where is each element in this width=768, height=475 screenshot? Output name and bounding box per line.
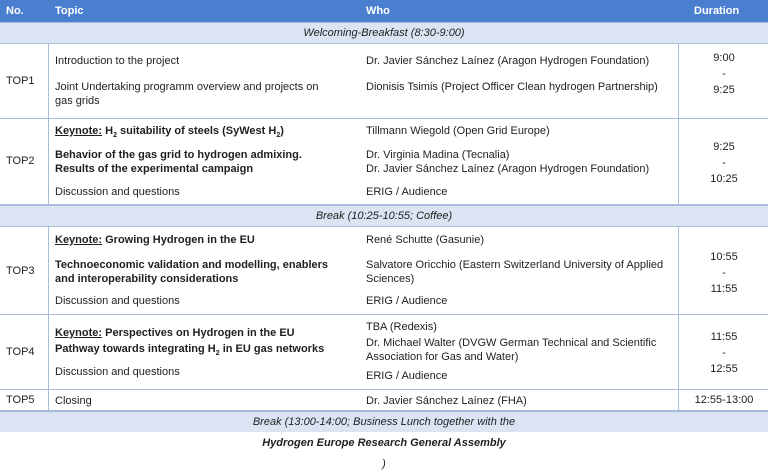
top4-keyword: Keynote: bbox=[55, 327, 103, 339]
top5-who: Dr. Javier Sánchez Laínez (FHA) bbox=[366, 395, 527, 407]
top2-dur-sep: - bbox=[722, 157, 726, 169]
top4-label: TOP4 bbox=[6, 346, 35, 358]
top3-keyword: Keynote: bbox=[55, 234, 103, 246]
top2-keynote-who: Tillmann Wiegold (Open Grid Europe) bbox=[366, 125, 550, 137]
breakfast-text: Welcoming-Breakfast (8:30-9:00) bbox=[303, 27, 465, 39]
break1-text: Break (10:25-10:55; Coffee) bbox=[315, 210, 453, 222]
break2-text bbox=[0, 412, 768, 475]
breakfast-row bbox=[0, 22, 768, 44]
top4-dur-start: 11:55 bbox=[710, 331, 738, 343]
top1-topic-1: Introduction to the project bbox=[55, 55, 180, 67]
break1-row bbox=[0, 205, 768, 227]
top3-dur-sep: - bbox=[722, 267, 726, 279]
top4-pathway bbox=[55, 342, 324, 361]
top3-techno-who-1: Salvatore Oricchio (Eastern Switzerland University of Applied bbox=[366, 259, 664, 271]
top4-keynote bbox=[55, 326, 295, 340]
top5-label: TOP5 bbox=[6, 394, 35, 406]
top2-k1-sub: 2 bbox=[113, 132, 117, 140]
break2-post: ) bbox=[382, 458, 386, 470]
top2-label: TOP2 bbox=[6, 155, 35, 167]
top4-p-end: in EU gas networks bbox=[219, 343, 325, 355]
top4-dur-end: 12:55 bbox=[710, 363, 738, 375]
top3-row bbox=[0, 227, 768, 315]
top3-duration bbox=[680, 249, 768, 297]
top1-who-2: Dionisis Tsimis (Project Officer Clean hydrogen Partnership) bbox=[366, 81, 658, 93]
top2-k1-b: suitability of steels (SyWest H bbox=[116, 125, 277, 137]
top2-behavior-who-1: Dr. Virginia Madina (Tecnalia) bbox=[366, 149, 510, 161]
top3-techno-1: Technoeconomic validation and modelling, enablers bbox=[55, 259, 329, 271]
top1-duration bbox=[680, 50, 768, 98]
top2-discussion: Discussion and questions bbox=[55, 186, 180, 198]
top4-pathway-who-1: Dr. Michael Walter (DVGW German Technical and Scientific bbox=[366, 337, 657, 349]
table-header bbox=[0, 0, 768, 22]
top3-dur-start: 10:55 bbox=[710, 251, 738, 263]
top3-keynote bbox=[55, 233, 255, 247]
top4-keynote-who: TBA (Redexis) bbox=[366, 321, 437, 333]
top4-k1-text: Perspectives on Hydrogen in the EU bbox=[102, 327, 295, 339]
top4-discussion-who: ERIG / Audience bbox=[366, 370, 448, 382]
top3-label: TOP3 bbox=[6, 265, 35, 277]
top4-discussion: Discussion and questions bbox=[55, 366, 180, 378]
top5-topic: Closing bbox=[55, 395, 92, 407]
top3-k1-text: Growing Hydrogen in the EU bbox=[102, 234, 255, 246]
divider-no-2 bbox=[48, 227, 49, 411]
top4-pathway-who-2: Association for Gas and Water) bbox=[366, 351, 519, 363]
top4-p-pre: Pathway towards integrating H bbox=[55, 343, 216, 355]
top1-row bbox=[0, 44, 768, 119]
top1-dur-sep: - bbox=[722, 68, 726, 80]
top3-discussion: Discussion and questions bbox=[55, 295, 180, 307]
top2-k1-sub2: 2 bbox=[276, 132, 281, 140]
top5-duration: 12:55-13:00 bbox=[694, 394, 754, 406]
top2-dur-end: 10:25 bbox=[710, 173, 738, 185]
top2-k1-c: ) bbox=[280, 125, 284, 137]
top4-p-sub: 2 bbox=[215, 350, 220, 358]
header-topic: Topic bbox=[55, 5, 84, 17]
top1-topic-2a: Joint Undertaking programm overview and projects on bbox=[55, 81, 319, 93]
top2-dur-start: 9:25 bbox=[713, 141, 735, 153]
top2-behavior-1: Behavior of the gas grid to hydrogen admixing. bbox=[55, 149, 302, 161]
top5-row bbox=[0, 390, 768, 411]
top3-techno-who-2: Sciences) bbox=[366, 273, 415, 285]
top4-duration bbox=[680, 329, 768, 377]
top2-discussion-who: ERIG / Audience bbox=[366, 186, 448, 198]
divider-duration bbox=[678, 44, 679, 205]
break2-bold: Hydrogen Europe Research General Assembly bbox=[262, 437, 506, 449]
top2-duration bbox=[680, 139, 768, 187]
top1-dur-start: 9:00 bbox=[713, 52, 735, 64]
top1-who-1: Dr. Javier Sánchez Laínez (Aragon Hydrogen Foundation) bbox=[366, 55, 650, 67]
header-no: No. bbox=[6, 5, 24, 17]
top4-dur-sep: - bbox=[722, 347, 726, 359]
top1-label: TOP1 bbox=[6, 75, 35, 87]
top2-behavior-who-2: Dr. Javier Sánchez Laínez (Aragon Hydrogen Foundation) bbox=[366, 163, 650, 175]
divider-duration-2 bbox=[678, 227, 679, 411]
break2-row bbox=[0, 411, 768, 470]
top4-row bbox=[0, 315, 768, 390]
top2-keyword: Keynote: bbox=[55, 125, 103, 137]
top1-dur-end: 9:25 bbox=[713, 84, 735, 96]
top3-techno-2: and interoperability considerations bbox=[55, 273, 239, 285]
break2-pre: Break (13:00-14:00; Business Lunch together with the bbox=[252, 416, 516, 428]
top3-keynote-who: René Schutte (Gasunie) bbox=[366, 234, 485, 246]
header-duration: Duration bbox=[694, 5, 740, 17]
top2-behavior-2: Results of the experimental campaign bbox=[55, 163, 254, 175]
top2-k1-a: H bbox=[102, 125, 114, 137]
header-who: Who bbox=[366, 5, 390, 17]
top3-discussion-who: ERIG / Audience bbox=[366, 295, 448, 307]
top3-dur-end: 11:55 bbox=[710, 283, 738, 295]
top2-row bbox=[0, 119, 768, 205]
top1-topic-2b: gas grids bbox=[55, 95, 100, 107]
top2-keynote bbox=[55, 124, 284, 143]
divider-no bbox=[48, 44, 49, 205]
